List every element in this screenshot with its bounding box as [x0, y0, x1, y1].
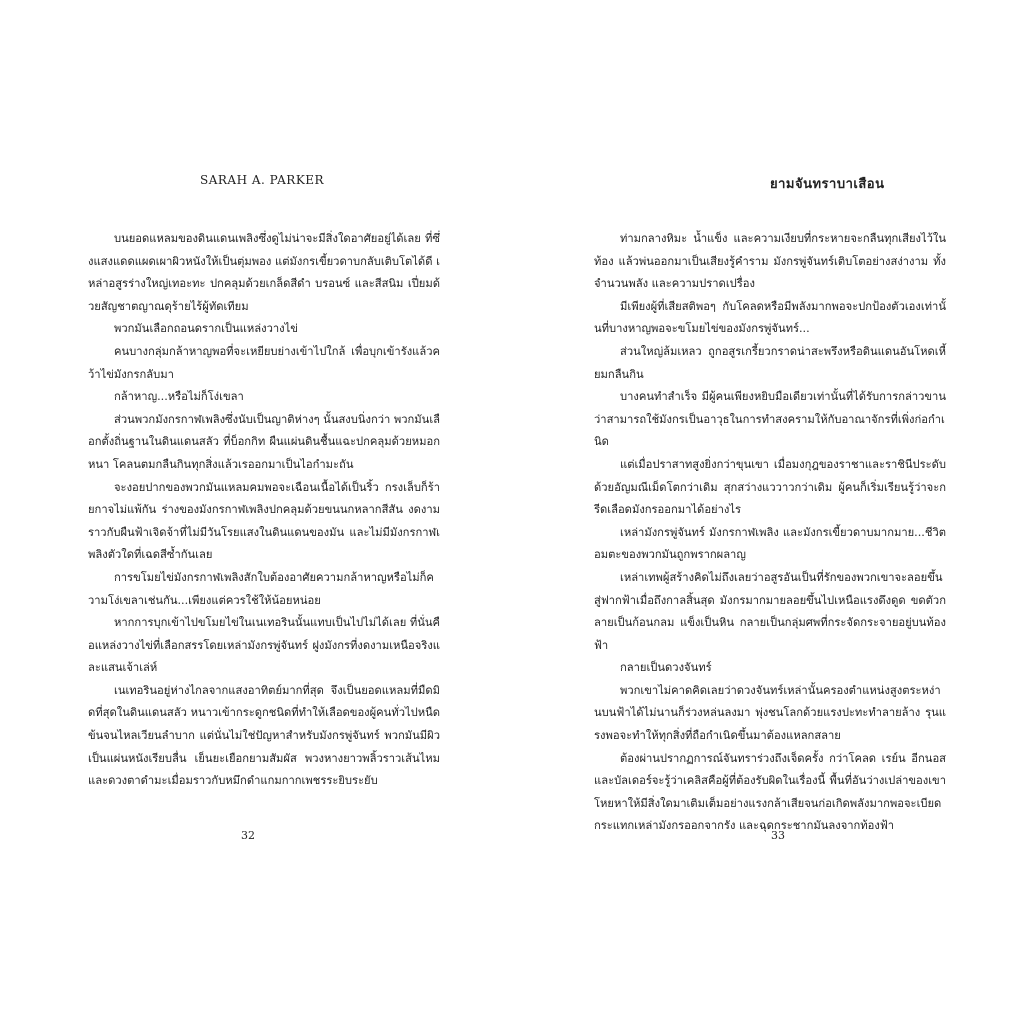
- paragraph: เหล่าเทพผู้สร้างคิดไม่ถึงเลยว่าอสูรอันเป็นที่รักของพวกเขาจะลอยขึ้นสู่ฟากฟ้าเมื่อถึงกาลสิ้นสุด มังกรมากมายลอยขึ้นไปเหนือแรงดึงดูด ขดตัวกลายเป็นก้อนกลม แข็งเป็นหิน กลายเป็นกลุ่มศพที่กระจัดกระจายอยู่บนท้องฟ้า: [594, 570, 946, 652]
- running-head-author: SARAH A. PARKER: [200, 173, 325, 187]
- paragraph: ส่วนใหญ่ล้มเหลว ถูกอสูรเกรี้ยวกราดน่าสะพรึงหรือดินแดนอันโหดเหี้ยมกลืนกิน: [594, 344, 946, 381]
- paragraph: กลายเป็นดวงจันทร์: [620, 661, 712, 675]
- paragraph: หากการบุกเข้าไปขโมยไข่ในเนเทอรินนั้นแทบเป็นไปไม่ได้เลย ที่นั่นคือแหล่งวางไข่ที่เลือกสรรโดยเหล่ามังกรพู่จันทร์ ฝูงมังกรที่งดงามเหนือจริงและแสนเจ้าเล่ห์: [88, 616, 440, 675]
- paragraph: มีเพียงผู้ที่เสียสติพอๆ กับโคลดหรือมีพลังมากพอจะปกป้องตัวเองเท่านั้นที่บางหาญพอจะขโมยไข่ของมังกรพู่จันทร์...: [594, 299, 946, 336]
- paragraph: แต่เมื่อปราสาทสูงยิ่งกว่าขุนเขา เมื่อมงกุฎของราชาและราชินีประดับด้วยอัญมณีเม็ดโตกว่าเดิม สุกสว่างแววาวกว่าเดิม ผู้คนก็เริ่มเรียนรู้ว่าจะกรีดเลือดมังกรออกมาได้อย่างไร: [594, 457, 946, 517]
- left-page-body: [88, 228, 440, 793]
- paragraph: คนบางกลุ่มกล้าหาญพอที่จะเหยียบย่างเข้าไปใกล้ เพื่อบุกเข้ารังแล้วคว้าไข่มังกรกลับมา: [88, 344, 440, 381]
- paragraph: จะงอยปากของพวกมันแหลมคมพอจะเฉือนเนื้อได้เป็นริ้ว กรงเล็บก็ร้ายกาจไม่แพ้กัน ร่างของมังกรกาฬเพลิงปกคลุมด้วยขนนกหลากสีสัน งดงามราวกับผืนฟ้าเจิดจ้าที่ไม่มีวันโรยแสงในดินแดนของมัน และไม่มีมังกรกาฬเพลิงตัวใดที่เฉดสีซ้ำกันเลย: [88, 480, 440, 562]
- paragraph: ต้องผ่านปรากฏการณ์จันทราร่วงถึงเจ็ดครั้ง กว่าโคลด เรย์น อีกนอส และบัลเดอร์จะรู้ว่าเคลิสคือผู้ที่ต้องรับผิดในเรื่องนี้ พื้นที่อันว่างเปล่าของเขาโหยหาให้มีสิ่งใดมาเติมเต็มอย่างแรงกล้าเสียจนก่อเกิดพลังมากพอจะเบียดกระแทกเหล่ามังกรออกจากรัง และฉุดกระชากมันลงจากท้องฟ้า: [594, 751, 946, 833]
- paragraph: การขโมยไข่มังกรกาฬเพลิงสักใบต้องอาศัยความกล้าหาญหรือไม่ก็ความโง่เขลาเช่นกัน...เพียงแต่ควรใช้ให้น้อยหน่อย: [88, 570, 434, 607]
- right-page-body: [594, 228, 946, 838]
- right-page: [512, 0, 1024, 1024]
- paragraph: ท่ามกลางหิมะ น้ำแข็ง และความเงียบที่กระหายจะกลืนทุกเสียงไว้ในท้อง แล้วพ่นออกมาเป็นเสียงรู้คำราม มังกรพู่จันทร์เติบโตอย่างสง่างาม ทั้งจำนวนพลัง และความปราดเปรื่อง: [594, 232, 946, 291]
- paragraph: เหล่ามังกรพู่จันทร์ มังกรกาฬเพลิง และมังกรเขี้ยวดาบมากมาย...ชีวิตอมตะของพวกมันถูกพรากผลาญ: [594, 525, 946, 562]
- page-number: 33: [771, 829, 785, 842]
- paragraph: พวกมันเลือกถอนดรากเป็นแหล่งวางไข่: [114, 322, 298, 336]
- paragraph: ส่วนพวกมังกรกาฬเพลิงซึ่งนับเป็นญาติห่างๆ นั้นสงบนิ่งกว่า พวกมันเลือกตั้งถิ่นฐานในดินแดนสลัว ที่บ็อกกิท ผืนแผ่นดินชื้นแฉะปกคลุมด้วยหมอกหนา โคลนตมกลืนกินทุกสิ่งแล้วเรออกมาเป็นไอกำมะถัน: [88, 412, 440, 471]
- running-head-title: ยามจันทราบาเสือน: [770, 177, 885, 192]
- paragraph: บนยอดแหลมของดินแดนเพลิงซึ่งดูไม่น่าจะมีสิ่งใดอาศัยอยู่ได้เลย ที่ซึ่งแสงแดดแผดเผาผิวหนังให้เป็นตุ่มพอง แต่มังกรเขี้ยวดาบกลับเติบโตได้ดี เหล่าอสูรร่างใหญ่เทอะทะ ปกคลุมด้วยเกล็ดสีดำ บรอนซ์ และสีสนิม เปี่ยมด้วยสัญชาตญาณดุร้ายไร้ผู้ทัดเทียม: [88, 232, 440, 313]
- paragraph: เนเทอรินอยู่ห่างไกลจากแสงอาทิตย์มากที่สุด จึงเป็นยอดแหลมที่มืดมิดที่สุดในดินแดนสลัว หนาวเข้ากระดูกชนิดที่ทำให้เลือดของผู้คนทั่วไปหนืดข้นจนไหลเวียนลำบาก แต่นั่นไม่ใช่ปัญหาสำหรับมังกรพู่จันทร์ พวกมันมีผิวเป็นแผ่นหนังเรียบลื่น เย็นยะเยือกยามสัมผัส พวงหางยาวพลิ้วราวเส้นไหม และดวงตาดำมะเมื่อมราวกับหมึกดำแกมกากเพชรระยิบระยับ: [88, 683, 440, 788]
- page-number: 32: [241, 829, 255, 842]
- paragraph: กล้าหาญ...หรือไม่ก็โง่เขลา: [114, 390, 244, 404]
- paragraph: พวกเขาไม่คาดคิดเลยว่าดวงจันทร์เหล่านั้นครองตำแหน่งสูงตระหง่านบนฟ้าได้ไม่นานก็ร่วงหล่นลงมา พุ่งชนโลกด้วยแรงปะทะทำลายล้าง รุนแรงพอจะทำให้ทุกสิ่งที่ถือกำเนิดขึ้นมาต้องแหลกสลาย: [594, 683, 946, 743]
- paragraph: บางคนทำสำเร็จ มีผู้คนเพียงหยิบมือเดียวเท่านั้นที่ได้รับการกล่าวขานว่าสามารถใช้มังกรเป็นอาวุธในการทำสงครามให้กับอาณาจักรที่เพิ่งก่อกำเนิด: [594, 390, 946, 449]
